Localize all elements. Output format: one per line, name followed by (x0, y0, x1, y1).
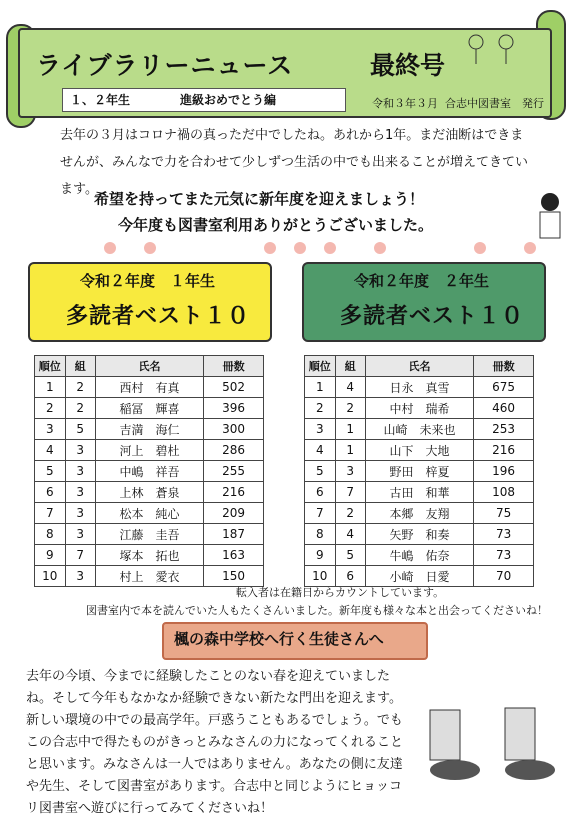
table-row (305, 482, 534, 503)
table-row (305, 377, 534, 398)
cell-class: 5 (335, 545, 365, 566)
cell-name: 稲冨 輝喜 (95, 398, 203, 419)
publisher: 合志中図書室 発行 (445, 97, 544, 110)
col-class: 組 (335, 356, 365, 377)
cell-rank: 6 (35, 482, 66, 503)
cell-rank: 5 (35, 461, 66, 482)
col-name: 氏名 (95, 356, 203, 377)
cell-count: 70 (474, 566, 534, 587)
subtitle: 進級おめでとう編 (180, 93, 277, 107)
cell-name: 吉満 海仁 (95, 419, 203, 440)
cell-class: 3 (65, 461, 95, 482)
col-name: 氏名 (365, 356, 473, 377)
table-row (35, 461, 264, 482)
table-row (35, 545, 264, 566)
cell-class: 2 (65, 398, 95, 419)
ranking-1st-year-title: 令和２年度 １年生 (80, 272, 216, 290)
cell-rank: 7 (305, 503, 336, 524)
cell-rank: 5 (305, 461, 336, 482)
cell-rank: 8 (305, 524, 336, 545)
cell-class: 3 (335, 461, 365, 482)
table-row (305, 461, 534, 482)
cell-name: 塚本 拓也 (95, 545, 203, 566)
ranking-table-1st-year (34, 355, 264, 587)
ranking-table-2nd-year (304, 355, 534, 587)
cell-rank: 8 (35, 524, 66, 545)
cell-rank: 10 (305, 566, 336, 587)
table-row (35, 503, 264, 524)
cell-count: 187 (204, 524, 264, 545)
table-row (305, 440, 534, 461)
cell-rank: 1 (35, 377, 66, 398)
cell-rank: 3 (305, 419, 336, 440)
cell-class: 7 (65, 545, 95, 566)
cell-count: 286 (204, 440, 264, 461)
cell-name: 中村 瑞希 (365, 398, 473, 419)
table-row (35, 440, 264, 461)
cell-rank: 7 (35, 503, 66, 524)
cell-class: 7 (335, 482, 365, 503)
table-row (305, 503, 534, 524)
col-count: 冊数 (474, 356, 534, 377)
intro-hope: 希望を持ってまた元気に新年度を迎えましょう！ (94, 190, 425, 208)
cell-count: 460 (474, 398, 534, 419)
col-count: 冊数 (204, 356, 264, 377)
cell-class: 2 (335, 398, 365, 419)
cell-count: 255 (204, 461, 264, 482)
cell-name: 牛嶋 佑奈 (365, 545, 473, 566)
issue-label: 最終号 (370, 51, 446, 80)
cell-class: 4 (335, 524, 365, 545)
cell-name: 中嶋 祥吾 (95, 461, 203, 482)
cell-name: 本郷 友翔 (365, 503, 473, 524)
table-row (35, 377, 264, 398)
cell-count: 108 (474, 482, 534, 503)
cell-rank: 2 (35, 398, 66, 419)
reading-note: 図書室内で本を読んでいた人もたくさんいました。新年度も様々な本と出会ってくださいね！ (86, 604, 548, 617)
cell-count: 73 (474, 524, 534, 545)
grade-label: １、２年生 (70, 93, 131, 107)
cell-name: 小崎 日愛 (365, 566, 473, 587)
cell-class: 3 (65, 566, 95, 587)
cell-rank: 6 (305, 482, 336, 503)
section-title: 楓の森中学校へ行く生徒さんへ (174, 630, 384, 648)
cell-name: 矢野 和奏 (365, 524, 473, 545)
cell-name: 村上 愛衣 (95, 566, 203, 587)
cell-class: 2 (335, 503, 365, 524)
cell-count: 300 (204, 419, 264, 440)
cell-class: 3 (65, 503, 95, 524)
intro-paragraph: 去年の３月はコロナ禍の真っただ中でしたね。あれから1年。まだ油断はできませんが、みんなで力を合わせて少しずつ生活の中でも出来ることが増えてきています。 (60, 128, 529, 197)
kids-illustration (458, 32, 528, 72)
ranking-2nd-year-box (302, 262, 546, 342)
cell-count: 216 (474, 440, 534, 461)
ranking-2nd-year-title: 令和２年度 ２年生 (354, 272, 490, 290)
cell-name: 西村 有真 (95, 377, 203, 398)
table-header-row (35, 356, 264, 377)
cell-class: 1 (335, 440, 365, 461)
cell-name: 江藤 圭吾 (95, 524, 203, 545)
cell-name: 河上 碧杜 (95, 440, 203, 461)
cell-count: 502 (204, 377, 264, 398)
table-row (35, 419, 264, 440)
cell-name: 日永 真雪 (365, 377, 473, 398)
cell-count: 196 (474, 461, 534, 482)
cell-class: 5 (65, 419, 95, 440)
cell-name: 古田 和華 (365, 482, 473, 503)
cell-rank: 4 (35, 440, 66, 461)
transfer-note: 転入者は在籍日からカウントしています。 (236, 586, 445, 599)
cell-rank: 2 (305, 398, 336, 419)
cell-rank: 1 (305, 377, 336, 398)
cell-class: 2 (65, 377, 95, 398)
cell-count: 75 (474, 503, 534, 524)
cell-count: 216 (204, 482, 264, 503)
cell-class: 3 (65, 440, 95, 461)
walking-feet-illustration (420, 700, 560, 790)
table-row (35, 398, 264, 419)
cell-count: 675 (474, 377, 534, 398)
table-row (305, 545, 534, 566)
table-row (35, 566, 264, 587)
cell-count: 73 (474, 545, 534, 566)
cell-name: 松本 純心 (95, 503, 203, 524)
table-row (305, 419, 534, 440)
cell-name: 山崎 未来也 (365, 419, 473, 440)
cell-name: 上林 蒼泉 (95, 482, 203, 503)
cell-rank: 3 (35, 419, 66, 440)
cell-class: 3 (65, 524, 95, 545)
table-row (305, 398, 534, 419)
issue-date: 令和３年３月 (372, 97, 438, 110)
cell-count: 396 (204, 398, 264, 419)
cell-count: 150 (204, 566, 264, 587)
col-rank: 順位 (35, 356, 66, 377)
cell-name: 山下 大地 (365, 440, 473, 461)
cell-class: 4 (335, 377, 365, 398)
section-body: 去年の今頃、今までに経験したことのない春を迎えていましたね。そして今年もなかなか経験できない新たな門出を迎えます。新しい環境の中での最高学年。戸惑うこともあるでしょう。でもこの合志中で得たものがきっとみなさんの力になってくれることと思います。みなさんは一人ではありません。あなたの側に友達や先生、そして図書室があります。合志中と同じようにヒョッコリ図書室へ遊びに行ってみてくださいね！ (26, 669, 404, 816)
ranking-1st-year-heading: 多読者ベスト１０ (66, 304, 251, 329)
newsletter-title: ライブラリーニュース (36, 51, 294, 80)
table-row (35, 524, 264, 545)
table-row (305, 524, 534, 545)
cell-class: 1 (335, 419, 365, 440)
cell-rank: 10 (35, 566, 66, 587)
cell-count: 253 (474, 419, 534, 440)
cell-rank: 4 (305, 440, 336, 461)
table-row (35, 482, 264, 503)
ranking-1st-year-box (28, 262, 272, 342)
cell-count: 163 (204, 545, 264, 566)
col-class: 組 (65, 356, 95, 377)
ranking-2nd-year-heading: 多読者ベスト１０ (340, 304, 525, 329)
cell-name: 野田 梓夏 (365, 461, 473, 482)
cell-class: 3 (65, 482, 95, 503)
col-rank: 順位 (305, 356, 336, 377)
cell-count: 209 (204, 503, 264, 524)
cell-rank: 9 (305, 545, 336, 566)
cell-rank: 9 (35, 545, 66, 566)
intro-thanks: 今年度も図書室利用ありがとうございました。 (118, 216, 434, 234)
table-header-row (305, 356, 534, 377)
cell-class: 6 (335, 566, 365, 587)
flower-divider (0, 238, 568, 258)
